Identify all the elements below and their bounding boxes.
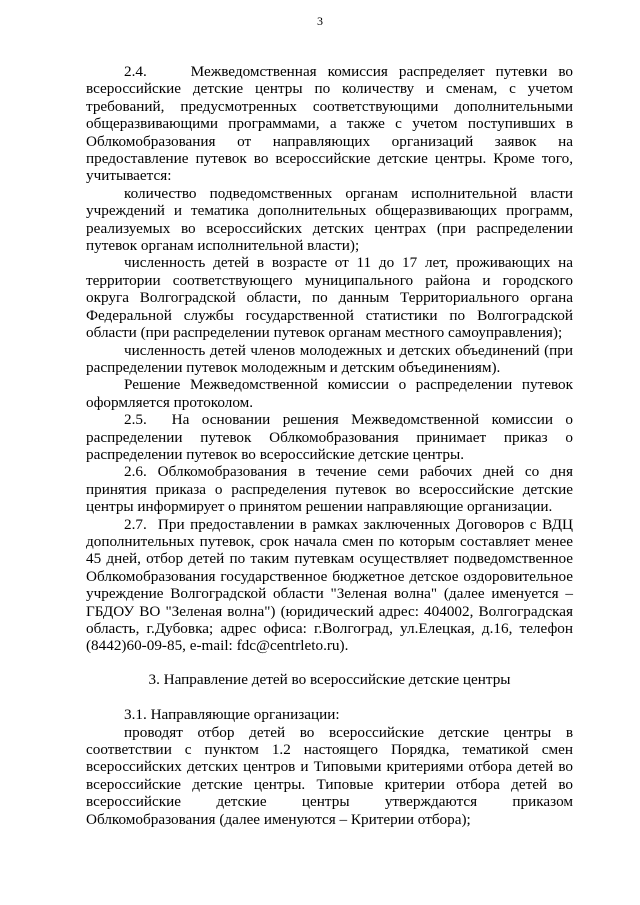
paragraph-3-1-item-selection: проводят отбор детей во всероссийские детские центры в соответствии с пунктом 1.2 настоящего Порядка, тематикой смен всероссийских детских центров и Типовыми критериями отбора детей во всероссийские детские центры. Типовые критерии отбора детей во всероссийские детские центры утверждаются приказом Облкомобразования (далее именуются – Критерии отбора);	[86, 723, 573, 828]
paragraph-2-4: 2.4. Межведомственная комиссия распределяет путевки во всероссийские детские центры по количеству и сменам, с учетом требований, предусмотренных соответствующими дополнительными общеразвивающими программами, а также с учетом поступивших в Облкомобразования от направляющих организаций заявок на предоставление путевок во всероссийские детские центры. Кроме того, учитывается:	[86, 63, 573, 185]
paragraph-2-7: 2.7. При предоставлении в рамках заключенных Договоров с ВДЦ дополнительных путевок, срок начала смен по которым составляет менее 45 дней, отбор детей по таким путевкам осуществляет подведомственное Облкомобразования государственное бюджетное детское оздоровительное учреждение Волгоградской области "Зеленая волна" (далее именуется – ГБДОУ ВО "Зеленая волна") (юридический адрес: 404002, Волгоградская область, г.Дубовка; адрес офиса: г.Волгоград, ул.Елецкая, д.16, телефон (8442)60-09-85, e-mail: fdc@centrleto.ru).	[86, 515, 573, 655]
document-body	[86, 63, 573, 828]
paragraph-3-1: 3.1. Направляющие организации:	[124, 706, 340, 724]
section-3-heading: 3. Направление детей во всероссийские детские центры	[148, 670, 511, 688]
paragraph-2-4-decision: Решение Межведомственной комиссии о распределении путевок оформляется протоколом.	[86, 376, 573, 411]
paragraph-2-5: 2.5. На основании решения Межведомственной комиссии о распределении путевок Облкомобразования принимает приказ о распределении путевок во всероссийские детские центры.	[86, 411, 573, 463]
paragraph-2-4-item-authorities: количество подведомственных органам исполнительной власти учреждений и тематика дополнительных общеразвивающих программ, реализуемых во всероссийских детских центрах (при распределении путевок органам исполнительной власти);	[86, 184, 573, 255]
page-number: 3	[317, 14, 323, 28]
paragraph-2-6: 2.6. Облкомобразования в течение семи рабочих дней со дня принятия приказа о распределения путевок во всероссийские детские центры информирует о принятом решении направляющие организации.	[86, 463, 573, 516]
paragraph-2-4-item-associations: численность детей членов молодежных и детских объединений (при распределении путевок молодежным и детским объединениям).	[86, 341, 573, 376]
paragraph-2-4-item-children-count: численность детей в возрасте от 11 до 17 лет, проживающих на территории соответствующего муниципального района и городского округа Волгоградской области, по данным Территориального органа Федеральной службы государственной статистики по Волгоградской области (при распределении путевок органам местного самоуправления);	[86, 254, 573, 342]
